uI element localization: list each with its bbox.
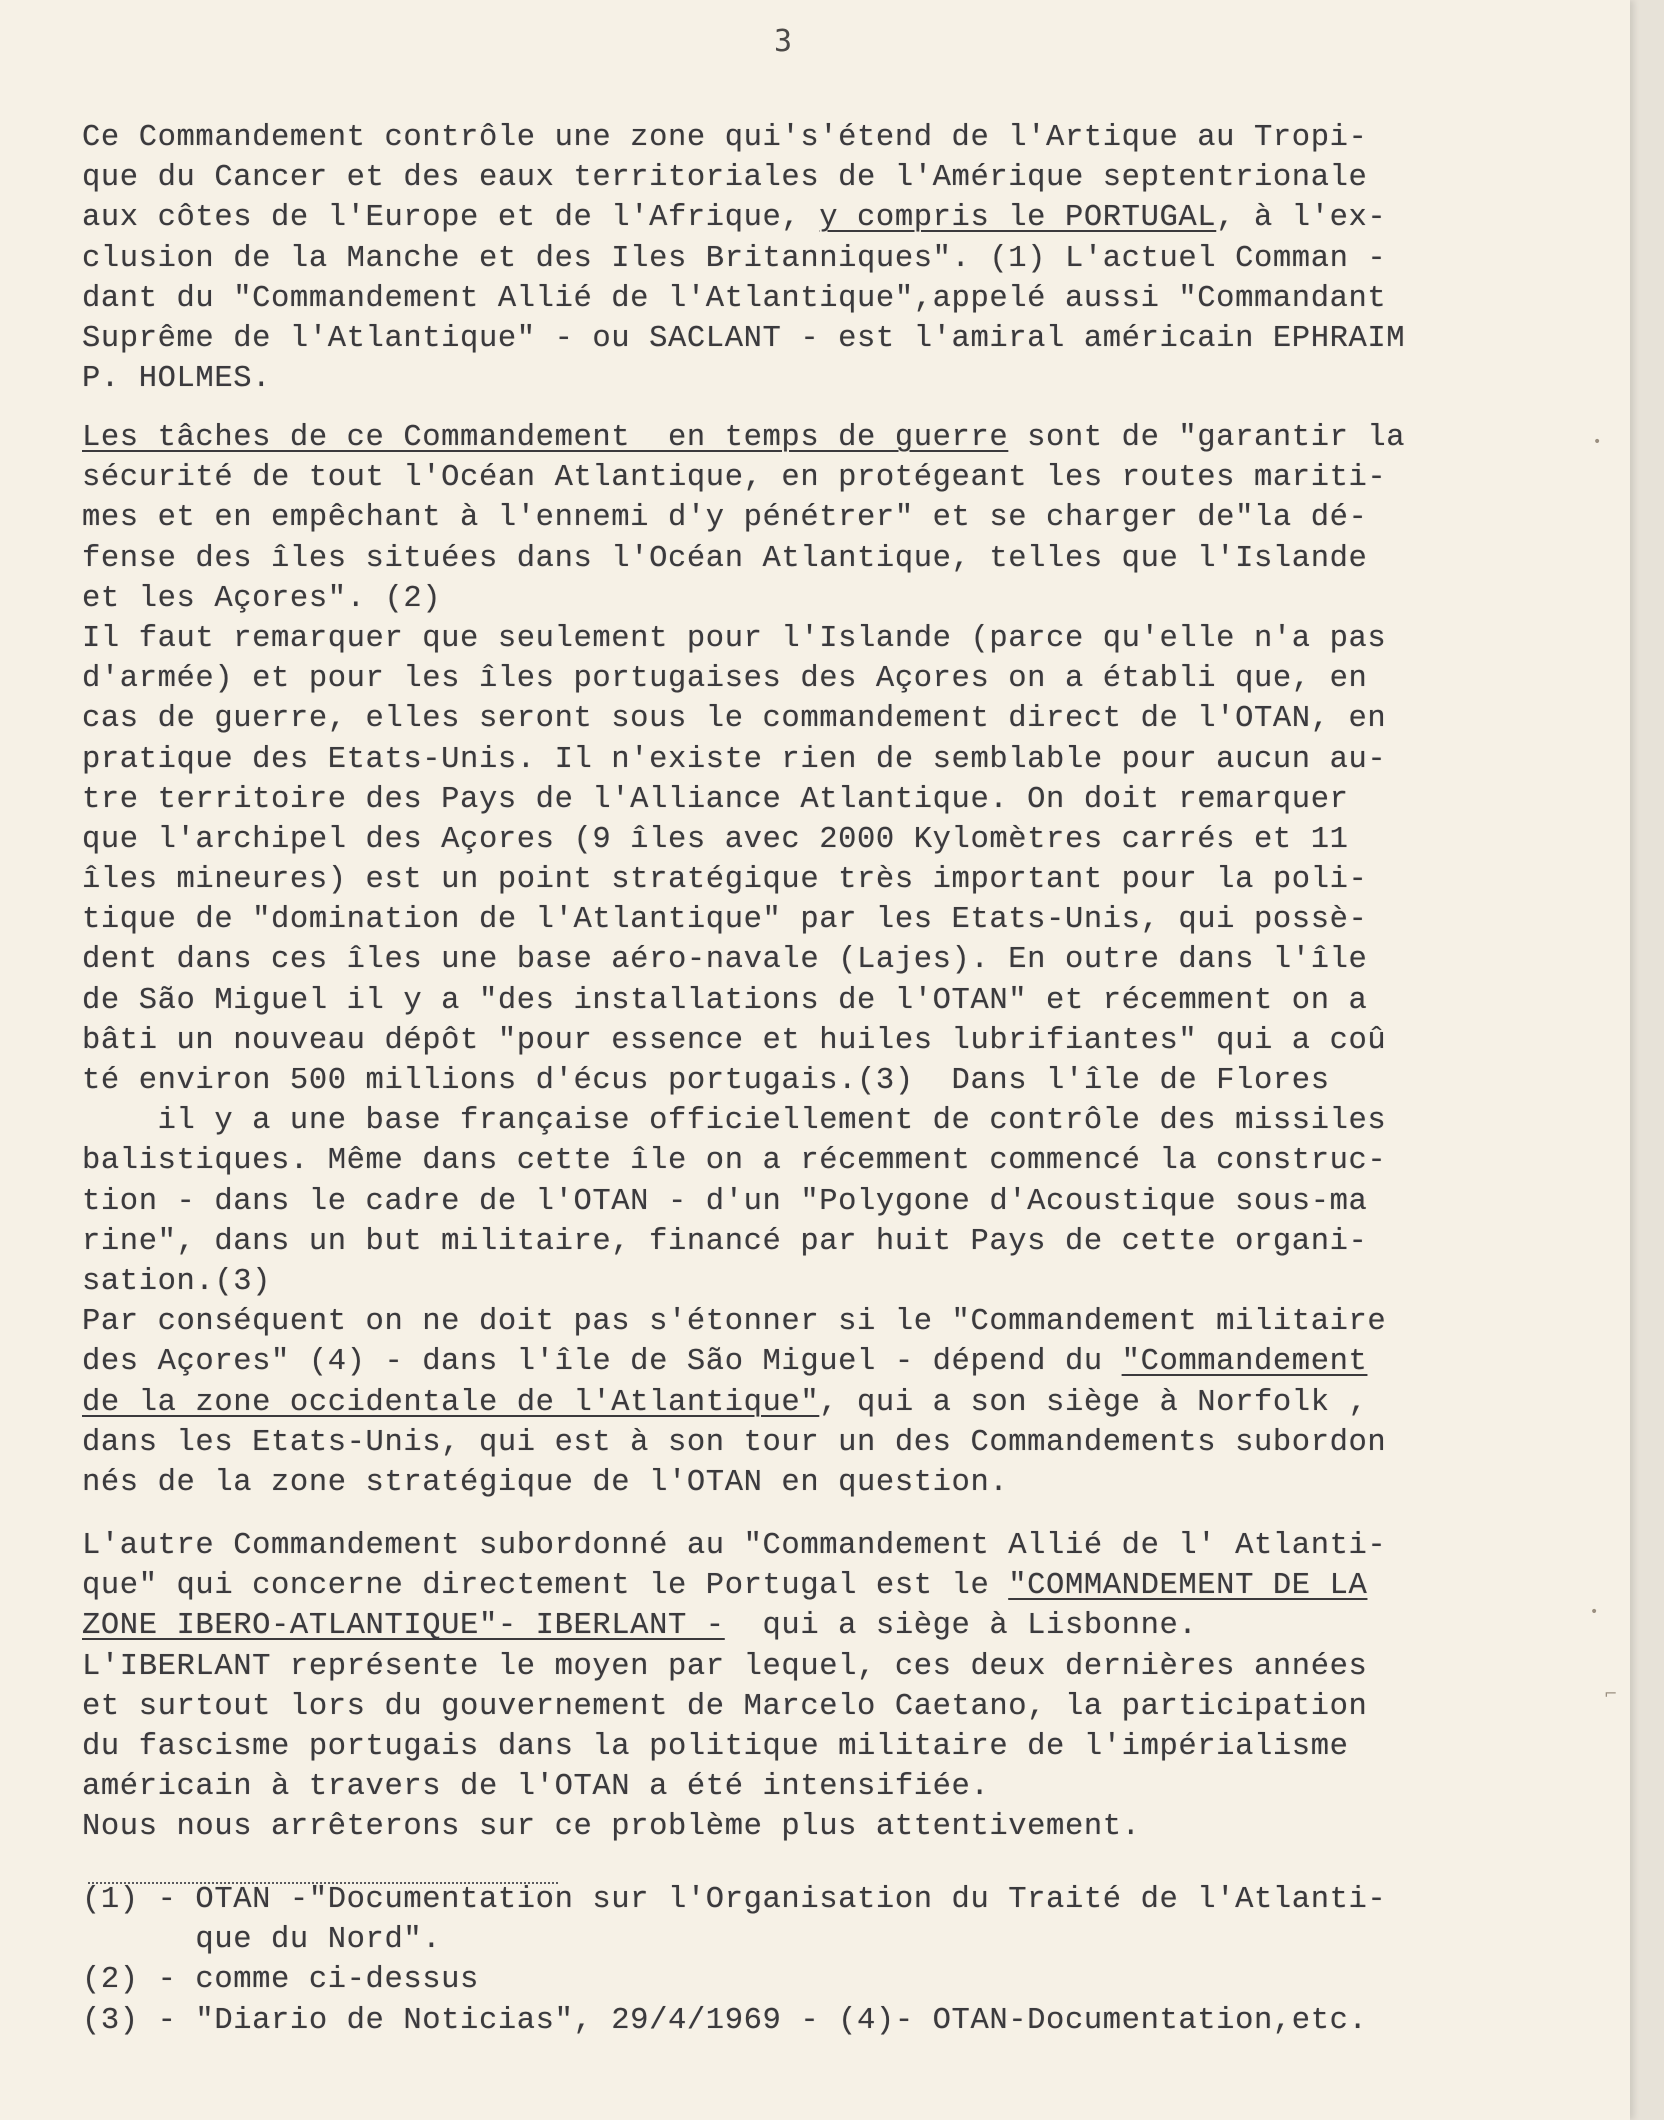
text-segment: L'IBERLANT représente le moyen par lequel, ces deux dernières années (82, 1649, 1368, 1684)
text-segment: dent dans ces îles une base aéro-navale (Lajes). En outre dans l'île (82, 943, 1368, 978)
text-segment: Il faut remarquer que seulement pour l'Islande (parce qu'elle n'a pas (82, 621, 1387, 656)
text-line (82, 1423, 1522, 1463)
text-segment: dant du "Commandement Allié de l'Atlantique",appelé aussi "Commandant (82, 281, 1387, 316)
underlined-text: Les tâches de ce Commandement en temps de guerre (82, 421, 1009, 455)
underlined-text: y compris le PORTUGAL (819, 201, 1217, 236)
text-segment: et surtout lors du gouvernement de Marcelo Caetano, la participation (82, 1689, 1368, 1724)
text-line (82, 659, 1522, 699)
text-line (82, 981, 1522, 1021)
text-line (82, 820, 1522, 860)
text-segment: des Açores" (4) - dans l'île de São Miguel - dépend du (82, 1345, 1122, 1380)
text-line (82, 1182, 1522, 1222)
text-line (82, 539, 1522, 579)
text-line (82, 1687, 1522, 1727)
text-line (82, 1101, 1522, 1141)
text-segment: de São Miguel il y a "des installations de l'OTAN" et récemment on a (82, 983, 1368, 1018)
text-segment: que l'archipel des Açores (9 îles avec 2000 Kylomètres carrés et 11 (82, 822, 1349, 857)
text-line (82, 1880, 1522, 1920)
text-segment: fense des îles situées dans l'Océan Atlantique, telles que l'Islande (82, 541, 1368, 576)
text-segment: du fascisme portugais dans la politique militaire de l'impérialisme (82, 1729, 1349, 1764)
text-segment: et les Açores". (2) (82, 581, 442, 616)
text-line (82, 158, 1522, 198)
text-line (82, 359, 1522, 399)
text-segment: té environ 500 millions d'écus portugais.(3) Dans l'île de Flores (82, 1064, 1330, 1098)
text-segment: américain à travers de l'OTAN a été intensifiée. (82, 1770, 990, 1805)
page-number: 3 (774, 24, 793, 59)
text-segment: , à l'ex- (1216, 201, 1387, 236)
text-segment: qui a siège à Lisbonne. (724, 1609, 1198, 1644)
text-segment: clusion de la Manche et des Iles Britanniques". (1) L'actuel Comman - (82, 241, 1387, 276)
text-segment: il y a une base française officiellement de contrôle des missiles (82, 1104, 1387, 1139)
underlined-text: de la zone occidentale de l'Atlantique" (82, 1385, 820, 1420)
text-segment: Suprême de l'Atlantique" - ou SACLANT - est l'amiral américain EPHRAIM (82, 321, 1406, 356)
paragraph-zone-description (82, 118, 1522, 399)
paper-speck: • (1590, 1604, 1599, 1620)
text-segment: sont de "garantir la (1008, 421, 1406, 455)
text-line (82, 1807, 1522, 1847)
text-line (82, 1141, 1522, 1181)
text-line (82, 900, 1522, 940)
text-segment: Par conséquent on ne doit pas s'étonner si le "Commandement militaire (82, 1305, 1387, 1340)
text-segment: cas de guerre, elles seront sous le commandement direct de l'OTAN, en (82, 702, 1387, 737)
text-line (82, 1606, 1522, 1646)
text-line (82, 860, 1522, 900)
text-line (82, 198, 1522, 238)
text-line (82, 1920, 1522, 1960)
text-segment: dans les Etats-Unis, qui est à son tour un des Commandements subordon (82, 1425, 1387, 1460)
text-line (82, 699, 1522, 739)
text-line (82, 319, 1522, 359)
text-line (82, 579, 1522, 619)
text-segment: bâti un nouveau dépôt "pour essence et huiles lubrifiantes" qui a coû (82, 1023, 1387, 1058)
text-segment: rine", dans un but militaire, financé par huit Pays de cette organi- (82, 1224, 1368, 1259)
text-line (82, 619, 1522, 659)
paragraph-wartime-tasks (82, 418, 1522, 1503)
text-line (82, 498, 1522, 538)
text-line (82, 1021, 1522, 1061)
text-segment: balistiques. Même dans cette île on a récemment commencé la construc- (82, 1144, 1387, 1179)
text-line (82, 2001, 1522, 2041)
text-segment: pratique des Etats-Unis. Il n'existe rien de semblable pour aucun au- (82, 742, 1387, 777)
text-segment: (2) - comme ci-dessus (82, 1963, 479, 1998)
text-segment: que du Cancer et des eaux territoriales de l'Amérique septentrionale (82, 161, 1368, 196)
text-line (82, 418, 1522, 458)
text-segment: tion - dans le cadre de l'OTAN - d'un "Polygone d'Acoustique sous-ma (82, 1184, 1368, 1219)
underlined-text: ZONE IBERO-ATLANTIQUE"- IBERLANT - (82, 1609, 725, 1644)
text-line (82, 1960, 1522, 2000)
text-segment: mes et en empêchant à l'ennemi d'y pénétrer" et se charger de"la dé- (82, 501, 1368, 536)
text-line (82, 1302, 1522, 1342)
paragraph-iberlant (82, 1526, 1522, 1848)
text-segment: Ce Commandement contrôle une zone qui's'étend de l'Artique au Tropi- (82, 121, 1368, 155)
text-line (82, 279, 1522, 319)
text-line (82, 458, 1522, 498)
text-segment: (1) - OTAN -"Documentation sur l'Organisation du Traité de l'Atlanti- (82, 1883, 1387, 1917)
text-line (82, 1767, 1522, 1807)
text-line (82, 1383, 1522, 1423)
text-line (82, 1262, 1522, 1302)
underlined-text: "COMMANDEMENT DE LA (1008, 1569, 1368, 1604)
text-segment: tique de "domination de l'Atlantique" par les Etats-Unis, qui possè- (82, 903, 1368, 938)
text-segment: sation.(3) (82, 1264, 272, 1299)
text-segment: , qui a son siège à Norfolk , (819, 1385, 1368, 1420)
text-line (82, 1727, 1522, 1767)
text-line (82, 239, 1522, 279)
text-segment: L'autre Commandement subordonné au "Commandement Allié de l' Atlanti- (82, 1529, 1387, 1563)
text-segment: d'armée) et pour les îles portugaises des Açores on a établi que, en (82, 662, 1368, 697)
text-segment: (3) - "Diario de Noticias", 29/4/1969 - (4)- OTAN-Documentation,etc. (82, 2003, 1368, 2038)
text-segment: que du Nord". (82, 1923, 442, 1958)
text-segment: sécurité de tout l'Océan Atlantique, en protégeant les routes mariti- (82, 461, 1387, 496)
text-line (82, 1061, 1522, 1101)
footnotes (82, 1880, 1522, 2041)
text-line (82, 118, 1522, 158)
paper-speck: • (1593, 434, 1602, 450)
text-line (82, 1566, 1522, 1606)
text-line (82, 1526, 1522, 1566)
text-line (82, 1342, 1522, 1382)
text-segment: nés de la zone stratégique de l'OTAN en question. (82, 1465, 1009, 1500)
paper-speck: ⌐ (1604, 1684, 1618, 1703)
text-segment: que" qui concerne directement le Portugal est le (82, 1569, 1009, 1604)
text-segment: P. HOLMES. (82, 362, 272, 397)
text-line (82, 1647, 1522, 1687)
text-segment: aux côtes de l'Europe et de l'Afrique, (82, 201, 820, 236)
text-segment: Nous nous arrêterons sur ce problème plus attentivement. (82, 1810, 1141, 1845)
text-line (82, 940, 1522, 980)
underlined-text: "Commandement (1121, 1345, 1368, 1380)
text-line (82, 1463, 1522, 1503)
text-line (82, 780, 1522, 820)
text-segment: îles mineures) est un point stratégique très important pour la poli- (82, 863, 1368, 898)
text-line (82, 740, 1522, 780)
text-segment: tre territoire des Pays de l'Alliance Atlantique. On doit remarquer (82, 782, 1349, 817)
text-line (82, 1222, 1522, 1262)
